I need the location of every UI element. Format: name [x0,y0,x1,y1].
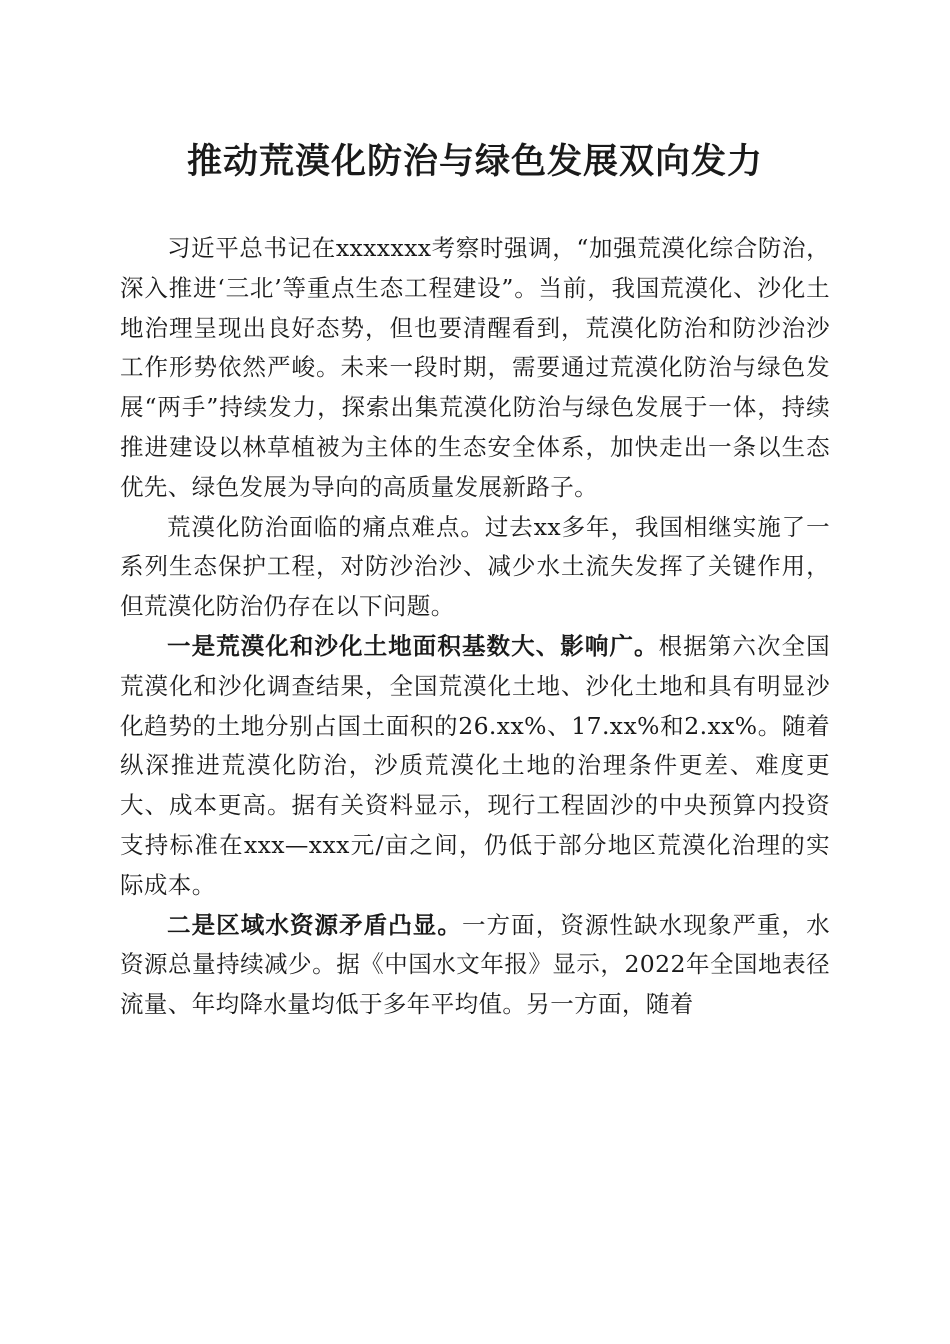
paragraph-text: 根据第六次全国荒漠化和沙化调查结果，全国荒漠化土地、沙化土地和具有明显沙化趋势的土地分别占国土面积的26.xx%、17.xx%和2.xx%。随着纵深推进荒漠化防治，沙质荒漠化土地的治理条件更差、难度更大、成本更高。据有关资料显示，现行工程固沙的中央预算内投资支持标准在xxx—xxx元/亩之间，仍低于部分地区荒漠化治理的实际成本。 [120,631,830,899]
paragraph-lead: 二是区域水资源矛盾凸显。 [167,910,462,939]
paragraph-text: 荒漠化防治面临的痛点难点。过去xx多年，我国相继实施了一系列生态保护工程，对防沙治沙、减少水土流失发挥了关键作用，但荒漠化防治仍存在以下问题。 [120,512,830,621]
paragraph-text: 一方面，资源性缺水现象严重，水资源总量持续减少。据《中国水文年报》显示，2022年全国地表径流量、年均降水量均低于多年平均值。另一方面，随着 [120,910,830,1019]
paragraph-point-two [120,906,830,1025]
paragraph-text: 习近平总书记在xxxxxxx考察时强调，“加强荒漠化综合防治，深入推进‘三北’等重点生态工程建设”。当前，我国荒漠化、沙化土地治理呈现出良好态势，但也要清醒看到，荒漠化防治和防沙治沙工作形势依然严峻。未来一段时期，需要通过荒漠化防治与绿色发展“两手”持续发力，探索出集荒漠化防治与绿色发展于一体，持续推进建设以林草植被为主体的生态安全体系，加快走出一条以生态优先、绿色发展为导向的高质量发展新路子。 [120,234,830,501]
document-body [120,229,830,1025]
paragraph-lead: 一是荒漠化和沙化土地面积基数大、影响广。 [167,631,659,660]
paragraph-intro [120,229,830,508]
document-title: 推动荒漠化防治与绿色发展双向发力 [186,141,763,182]
paragraph-point-one [120,627,830,906]
paragraph-problems [120,508,830,627]
